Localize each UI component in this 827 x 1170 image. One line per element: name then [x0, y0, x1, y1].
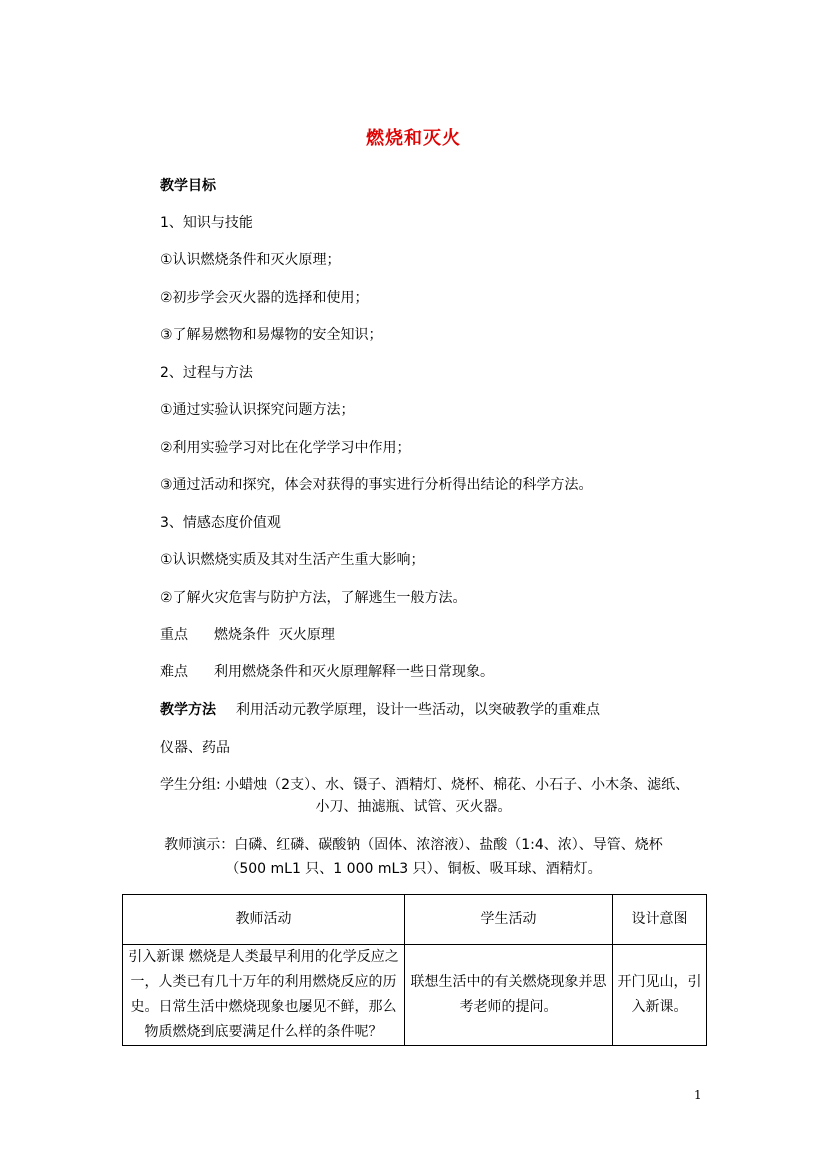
cell-teacher-activity	[123, 945, 405, 1046]
key-point-label: 重点	[160, 627, 188, 643]
materials-heading: 仪器、药品	[160, 740, 230, 756]
objectives-heading: 教学目标	[160, 178, 216, 194]
cell-line: 入新课。	[631, 999, 688, 1015]
table-header-row	[123, 895, 707, 945]
process-item: ③通过活动和探究，体会对获得的事实进行分析得出结论的科学方法。	[160, 477, 593, 493]
process-item: ①通过实验认识探究问题方法；	[160, 402, 355, 418]
lesson-table	[122, 894, 707, 1046]
method-label: 教学方法	[160, 702, 216, 718]
difficulty-point	[160, 662, 494, 682]
knowledge-item: ③了解易燃物和易爆物的安全知识；	[160, 327, 383, 343]
cell-line: 物质燃烧到底要满足什么样的条件呢？	[144, 1024, 383, 1040]
process-item: ②利用实验学习对比在化学学习中作用；	[160, 440, 411, 456]
knowledge-item: ①认识燃烧条件和灭火原理；	[160, 252, 341, 268]
cell-line: 开门见山，引	[617, 974, 702, 990]
student-materials-line1: 学生分组: 小蜡烛（2支）、水、镊子、酒精灯、烧杯、棉花、小石子、小木条、滤纸、	[160, 777, 690, 793]
cell-line: 引入新课 燃烧是人类最早利用的化学反应之	[128, 949, 399, 965]
section-process: 2、过程与方法	[160, 365, 253, 381]
student-materials-line2: 小刀、抽滤瓶、试管、灭火器。	[315, 799, 512, 815]
method-text: 利用活动元教学原理，设计一些活动，以突破教学的重难点	[236, 702, 600, 718]
attitude-item: ①认识燃烧实质及其对生活产生重大影响；	[160, 552, 425, 568]
page-number: 1	[694, 1088, 702, 1102]
teacher-materials-line2: （500 mL1 只、1 000 mL3 只）、铜板、吸耳球、酒精灯。	[225, 861, 602, 877]
teaching-method	[160, 700, 600, 720]
section-knowledge: 1、知识与技能	[160, 215, 253, 231]
cell-student-activity	[405, 945, 613, 1046]
header-student-activity: 学生活动	[405, 895, 613, 945]
table-row	[123, 945, 707, 1046]
cell-line: 考老师的提问。	[459, 999, 558, 1015]
cell-design-intent	[613, 945, 707, 1046]
key-point-text: 燃烧条件 灭火原理	[214, 627, 335, 643]
key-point	[160, 625, 335, 645]
teacher-materials-line1: 教师演示：白磷、红磷、碳酸钠（固体、浓溶液）、盐酸（1:4、浓）、导管、烧杯	[164, 837, 663, 853]
difficulty-text: 利用燃烧条件和灭火原理解释一些日常现象。	[214, 664, 494, 680]
difficulty-label: 难点	[160, 664, 188, 680]
header-teacher-activity: 教师活动	[123, 895, 405, 945]
cell-line: 联想生活中的有关燃烧现象并思	[410, 974, 607, 990]
header-design-intent: 设计意图	[613, 895, 707, 945]
knowledge-item: ②初步学会灭火器的选择和使用；	[160, 290, 369, 306]
cell-line: 史。日常生活中燃烧现象也屡见不鲜，那么	[130, 999, 397, 1015]
cell-line: 一，人类已有几十万年的利用燃烧反应的历	[130, 974, 397, 990]
attitude-item: ②了解火灾危害与防护方法，了解逃生一般方法。	[160, 590, 467, 606]
document-title: 燃烧和灭火	[366, 128, 461, 149]
section-attitude: 3、情感态度价值观	[160, 515, 281, 531]
